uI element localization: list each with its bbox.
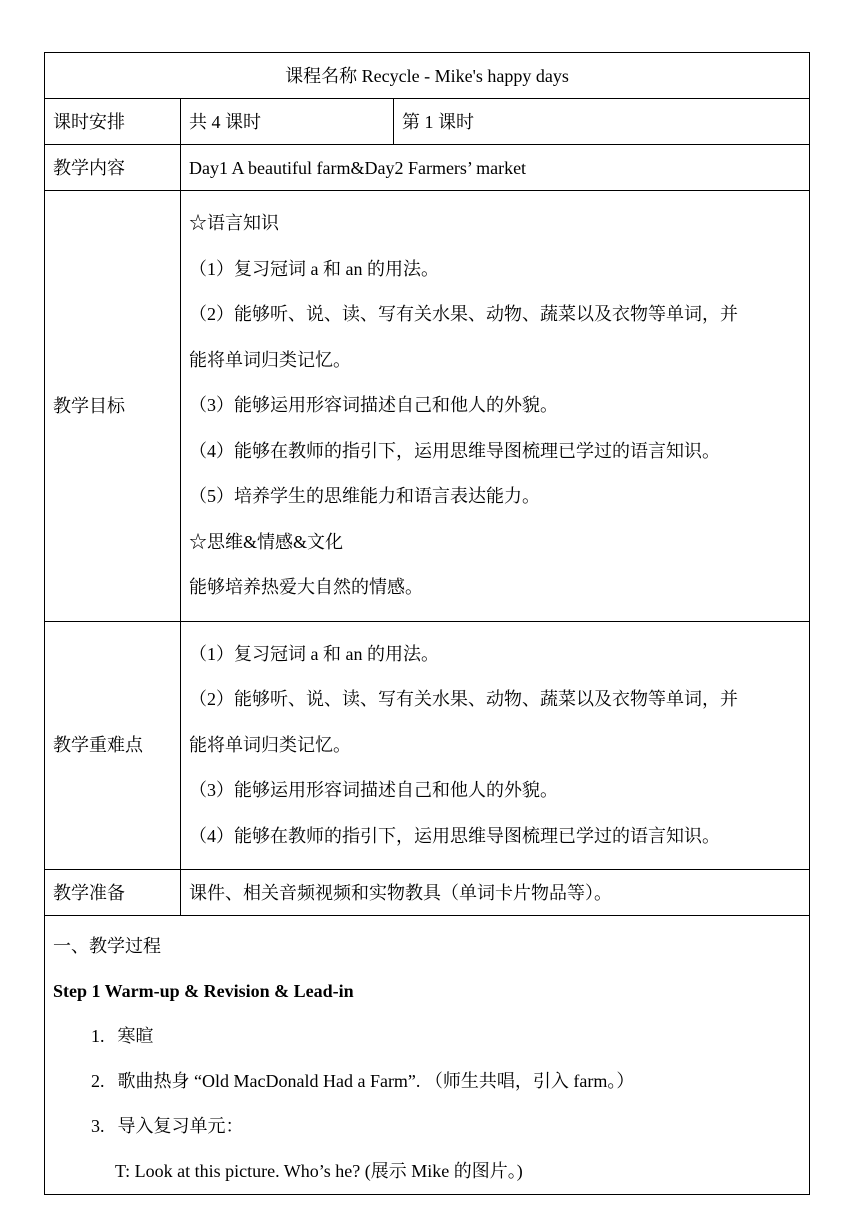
- key-points-label: 教学重难点: [45, 621, 181, 870]
- objectives-label: 教学目标: [45, 191, 181, 622]
- teaching-process-cell: [45, 916, 810, 1195]
- step-heading: Step 1 Warm-up & Revision & Lead-in: [53, 981, 354, 1001]
- objectives-line: （4）能够在教师的指引下，运用思维导图梳理已学过的语言知识。: [189, 440, 720, 461]
- item-number: 1.: [91, 1026, 105, 1046]
- objectives-line: 能将单词归类记忆。: [189, 349, 351, 370]
- objectives-cell: [181, 191, 810, 622]
- schedule-current: 第 1 课时: [394, 99, 810, 145]
- key-points-line: 能将单词归类记忆。: [189, 734, 351, 755]
- process-item: [53, 1014, 801, 1059]
- content-value: Day1 A beautiful farm&Day2 Farmers’ market: [181, 145, 810, 191]
- process-heading: 一、教学过程: [53, 936, 161, 956]
- key-points-line: （3）能够运用形容词描述自己和他人的外貌。: [189, 780, 558, 800]
- preparation-value: 课件、相关音频视频和实物教具（单词卡片物品等）。: [181, 870, 810, 916]
- process-item: [53, 1059, 801, 1104]
- item-text: 寒暄: [117, 1026, 154, 1046]
- key-points-line: （2）能够听、说、读、写有关水果、动物、蔬菜以及衣物等单词，并: [189, 689, 738, 709]
- objectives-line: ☆语言知识: [189, 213, 279, 233]
- key-points-line: （4）能够在教师的指引下，运用思维导图梳理已学过的语言知识。: [189, 825, 720, 846]
- objectives-line: （2）能够听、说、读、写有关水果、动物、蔬菜以及衣物等单词，并: [189, 304, 738, 324]
- objectives-line: （1）复习冠词 a 和 an 的用法。: [189, 258, 439, 279]
- item-number: 3.: [91, 1116, 105, 1136]
- schedule-total: 共 4 课时: [181, 99, 394, 145]
- item-number: 2.: [91, 1071, 105, 1091]
- course-title: 课程名称 Recycle - Mike's happy days: [45, 53, 810, 99]
- objectives-line: ☆思维&情感&文化: [189, 531, 344, 552]
- key-points-cell: [181, 621, 810, 870]
- key-points-line: （1）复习冠词 a 和 an 的用法。: [189, 643, 439, 664]
- dialog-line: T: Look at this picture. Who’s he? (展示 Mike 的图片。): [115, 1161, 523, 1181]
- objectives-line: （5）培养学生的思维能力和语言表达能力。: [189, 486, 540, 506]
- content-label: 教学内容: [45, 145, 181, 191]
- preparation-label: 教学准备: [45, 870, 181, 916]
- process-item: [53, 1104, 801, 1149]
- item-text: 导入复习单元：: [117, 1116, 244, 1136]
- lesson-plan-table: [44, 52, 810, 1195]
- schedule-label: 课时安排: [45, 99, 181, 145]
- objectives-line: （3）能够运用形容词描述自己和他人的外貌。: [189, 395, 558, 415]
- item-text: 歌曲热身 “Old MacDonald Had a Farm”. （师生共唱，引入 farm。）: [117, 1071, 635, 1091]
- objectives-line: 能够培养热爱大自然的情感。: [189, 577, 423, 597]
